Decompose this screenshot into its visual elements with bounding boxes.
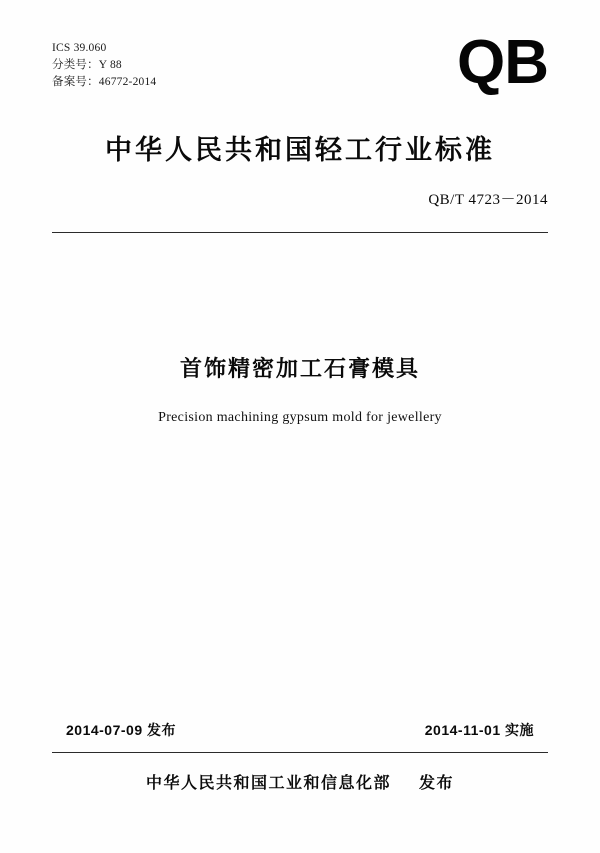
standard-series-title: 中华人民共和国轻工行业标准 xyxy=(105,135,495,165)
dates-row xyxy=(66,720,534,740)
publisher-name: 中华人民共和国工业和信息化部 xyxy=(146,775,392,792)
cover-header xyxy=(52,28,548,120)
footer-divider xyxy=(52,752,548,753)
publisher-line xyxy=(0,770,600,793)
document-title-chinese: 首饰精密加工石膏模具 xyxy=(179,356,420,381)
implementation-date: 2014-11-01 实施 xyxy=(424,722,534,738)
record-number: 备案号：46772-2014 xyxy=(52,76,157,88)
publisher-verb: 发布 xyxy=(418,775,454,792)
issue-date: 2014-07-09 发布 xyxy=(66,722,177,738)
standard-number: QB/T 4723－2014 xyxy=(428,192,548,208)
standard-codes-block xyxy=(52,40,156,91)
header-divider xyxy=(52,232,548,233)
qb-logo: QB xyxy=(457,28,548,97)
ics-code: ICS 39.060 xyxy=(52,42,107,54)
classification-code: 分类号：Y 88 xyxy=(52,59,122,71)
document-title-english: Precision machining gypsum mold for jewellery xyxy=(158,410,442,425)
